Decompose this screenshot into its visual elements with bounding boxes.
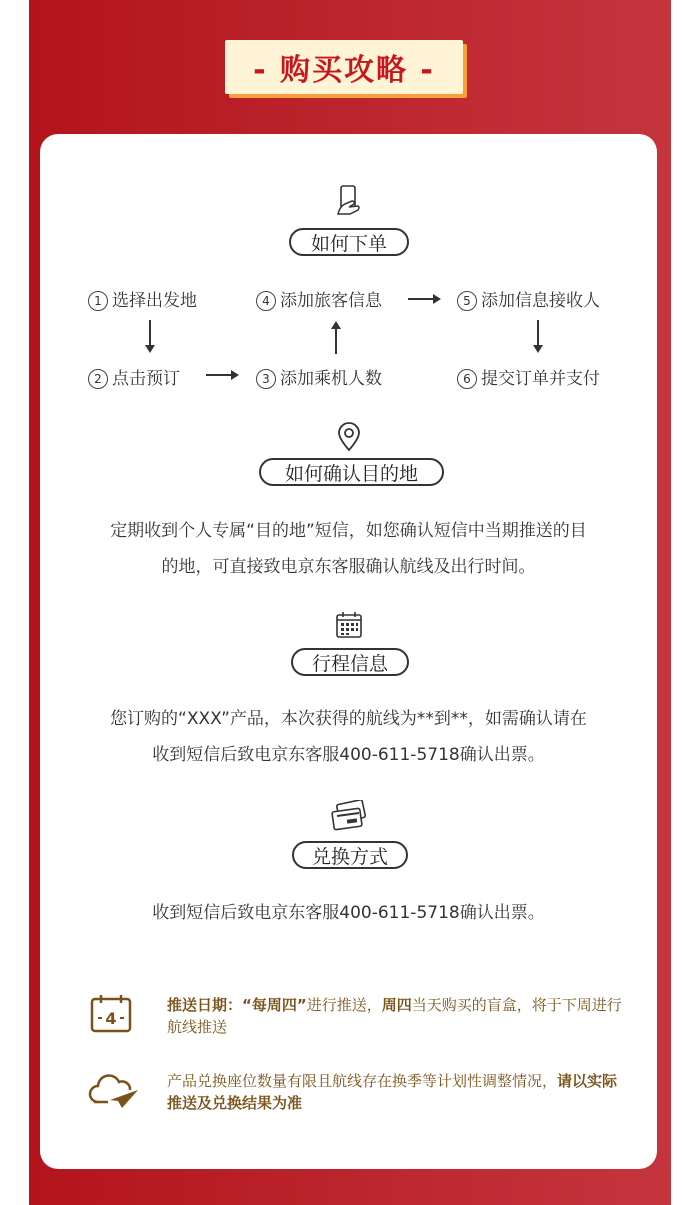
push-date-mid: 进行推送，	[306, 996, 382, 1014]
push-date-highlight: “每周四”	[242, 996, 307, 1014]
disclaimer-note	[167, 1070, 625, 1114]
step-label: 添加信息接收人	[481, 291, 600, 311]
step-label: 选择出发地	[112, 291, 197, 311]
step-number: 5	[457, 291, 477, 311]
itinerary-line-2: 收到短信后致电京东客服400-611-5718确认出票。	[152, 745, 545, 765]
destination-line-1: 定期收到个人专属“目的地”短信，如您确认短信中当期推送的目	[110, 521, 587, 541]
step-3	[256, 364, 382, 389]
calendar-4-icon	[90, 994, 132, 1034]
section-title-itinerary: 行程信息	[291, 648, 409, 676]
calendar-number: 4	[105, 1009, 117, 1028]
step-2	[88, 364, 180, 389]
exchange-description: 收到短信后致电京东客服400-611-5718确认出票。	[152, 903, 545, 923]
step-label: 提交订单并支付	[481, 369, 600, 389]
location-pin-icon	[337, 422, 361, 452]
itinerary-description	[80, 701, 617, 773]
step-number: 2	[88, 369, 108, 389]
page-background	[29, 0, 671, 1205]
arrow-right-icon	[408, 290, 442, 309]
phone-hand-icon	[336, 184, 362, 216]
step-label: 添加乘机人数	[280, 369, 382, 389]
cloud-plane-icon	[88, 1074, 140, 1110]
step-number: 4	[256, 291, 276, 311]
section-title-destination: 如何确认目的地	[259, 458, 444, 486]
calendar-icon	[335, 611, 363, 639]
step-1	[88, 286, 197, 311]
step-6	[457, 364, 600, 389]
section-title-order: 如何下单	[289, 228, 409, 256]
step-4	[256, 286, 382, 311]
push-date-highlight-2: 周四	[381, 996, 412, 1014]
disclaimer-text: 产品兑换座位数量有限且航线存在换季等计划性调整情况，	[167, 1072, 558, 1090]
push-date-rest: 当天购买的盲盒，将于下周进行航线推送	[167, 996, 622, 1036]
push-date-note	[167, 994, 625, 1038]
step-label: 点击预订	[112, 369, 180, 389]
arrow-right-icon	[206, 366, 240, 385]
itinerary-line-1: 您订购的“XXX”产品，本次获得的航线为**到**，如需确认请在	[110, 709, 587, 729]
destination-description	[80, 513, 617, 585]
section-title-exchange: 兑换方式	[292, 841, 408, 869]
cards-icon	[330, 800, 368, 832]
arrow-up-icon	[330, 320, 342, 358]
page-title: - 购买攻略 -	[225, 40, 463, 94]
arrow-down-icon	[144, 320, 156, 358]
disclaimer-emphasis: 请以实际推送及兑换结果为准	[167, 1072, 618, 1112]
step-number: 6	[457, 369, 477, 389]
step-label: 添加旅客信息	[280, 291, 382, 311]
page-title-banner	[225, 40, 463, 94]
step-number: 1	[88, 291, 108, 311]
push-date-label: 推送日期：	[167, 996, 243, 1014]
guide-card	[40, 134, 657, 1169]
destination-line-2: 的地，可直接致电京东客服确认航线及出行时间。	[161, 557, 536, 577]
step-5	[457, 286, 600, 311]
arrow-down-icon	[532, 320, 544, 358]
step-number: 3	[256, 369, 276, 389]
